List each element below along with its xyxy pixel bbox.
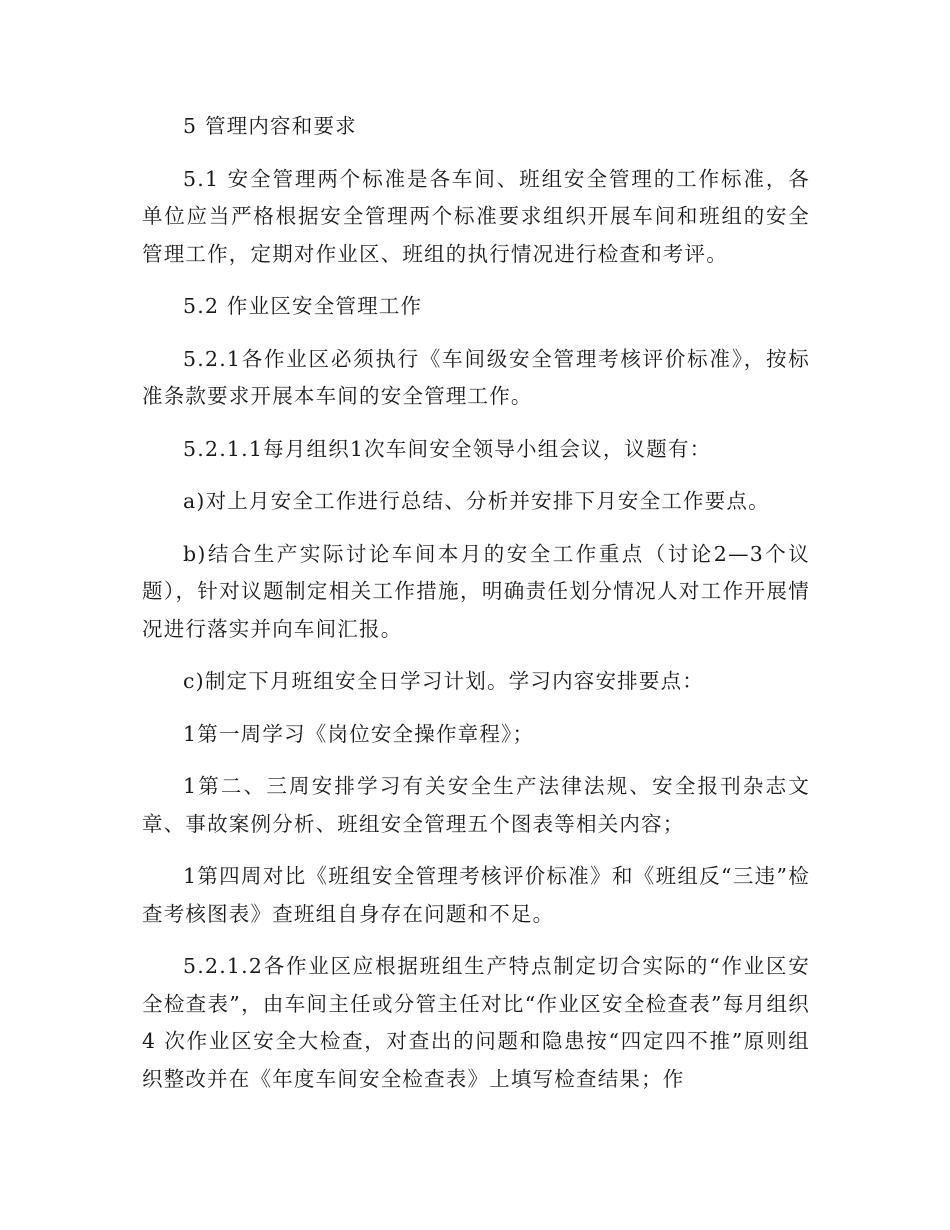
list-item-c: c)制定下月班组安全日学习计划。学习内容安排要点： [183, 669, 704, 693]
study-item-week-1: 1第一周学习《岗位安全操作章程》； [183, 721, 535, 746]
paragraph-5-2-1: 5.2.1各作业区必须执行《车间级安全管理考核评价标准》，按标准条款要求开展本车间的安全管理工作。 [142, 346, 810, 408]
paragraph-5-2-1-1: 5.2.1.1每月组织1次车间安全领导小组会议，议题有： [183, 436, 712, 461]
study-item-week-2-3: 1第二、三周安排学习有关安全生产法律法规、安全报刊杂志文章、事故案例分析、班组安全管理五个图表等相关内容； [142, 774, 810, 836]
paragraph-5-1: 5.1 安全管理两个标准是各车间、班组安全管理的工作标准，各单位应当严格根据安全管理两个标准要求组织开展车间和班组的安全管理工作，定期对作业区、班组的执行情况进行检查和考评。 [142, 166, 810, 266]
list-item-a: a)对上月安全工作进行总结、分析并安排下月安全工作要点。 [183, 489, 770, 513]
section-heading-5: 5 管理内容和要求 [183, 114, 357, 138]
list-item-b: b)结合生产实际讨论车间本月的安全工作重点（讨论2—3个议题），针对议题制定相关工作措施，明确责任划分情况人对工作开展情况进行落实并向车间汇报。 [142, 541, 810, 641]
document-body [142, 108, 810, 1113]
paragraph-5-2-1-2: 5.2.1.2各作业区应根据班组生产特点制定切合实际的“作业区安全检查表”，由车间主任或分管主任对比“作业区安全检查表”每月组织4 次作业区安全大检查，对查出的问题和隐患按“四定四不推”原则组织整改并在《年度车间安全检查表》上填写检查结果；作 [142, 954, 810, 1091]
study-item-week-4: 1第四周对比《班组安全管理考核评价标准》和《班组反“三违”检查考核图表》查班组自身存在问题和不足。 [142, 864, 810, 926]
section-heading-5-2: 5.2 作业区安全管理工作 [183, 294, 423, 318]
